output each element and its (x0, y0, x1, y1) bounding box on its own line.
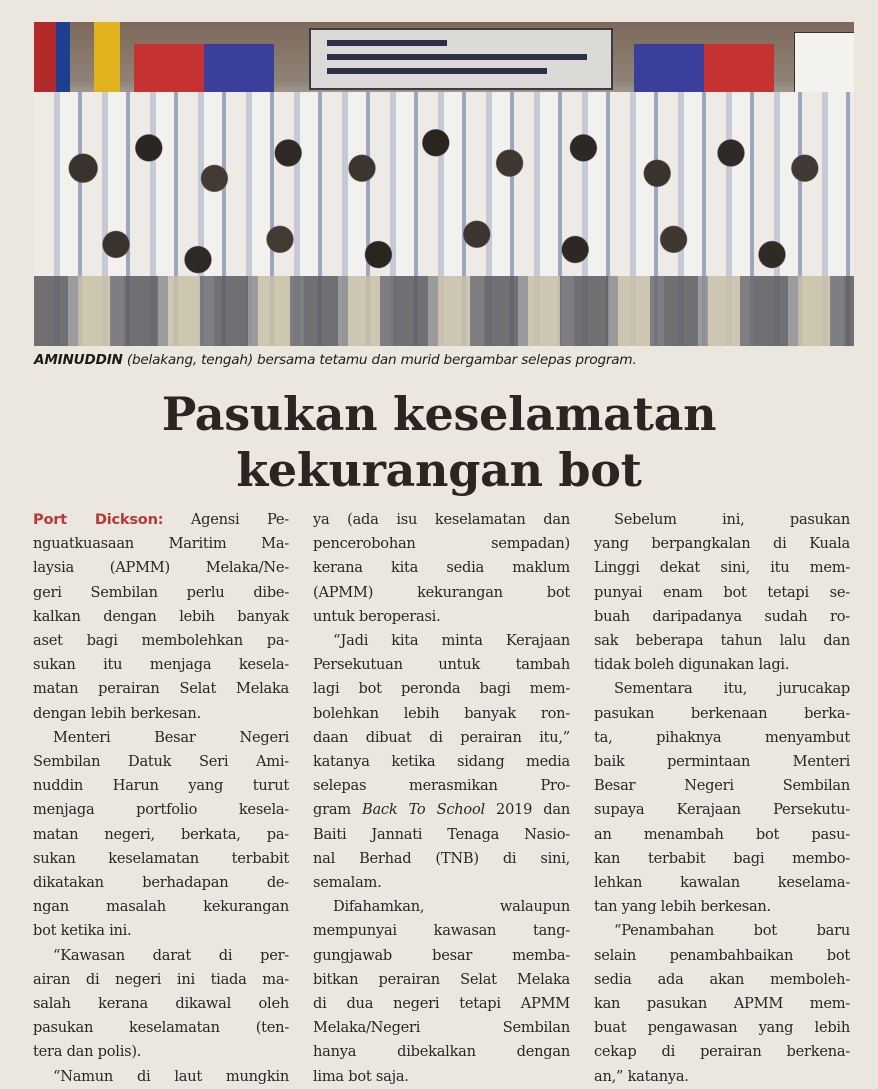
article-line: ta, pihaknya menyambut (594, 728, 850, 746)
article-line: geri Sembilan perlu dibe- (33, 583, 289, 601)
article-line: gram Back To School 2019 dan (313, 801, 570, 819)
caption-lead: AMINUDDIN (34, 352, 123, 368)
article-line: sukan itu menjaga kesela- (33, 656, 289, 674)
article-line: selain penambahbaikan bot (594, 946, 850, 964)
news-photo (34, 22, 854, 346)
article-line: sedia ada akan memboleh- (594, 970, 850, 988)
article-line: katanya ketika sidang media (313, 753, 570, 771)
article-line: untuk beroperasi. (313, 607, 441, 625)
article-line: punyai enam bot tetapi se- (594, 583, 850, 601)
article-line: menjaga portfolio kesela- (33, 801, 289, 819)
article-line: salah kerana dikawal oleh (33, 995, 289, 1013)
article-line: supaya Kerajaan Persekutu- (594, 801, 850, 819)
article-line: kan terbabit bagi membo- (594, 849, 850, 867)
article-line: daan dibuat di perairan itu,” (313, 728, 570, 746)
article-line: nuddin Harun yang turut (33, 777, 289, 795)
article-line: kan pasukan APMM mem- (594, 995, 850, 1013)
article-line: sak beberapa tahun lalu dan (594, 632, 850, 650)
article-line: buah daripadanya sudah ro- (594, 607, 850, 625)
article-line: nal Berhad (TNB) di sini, (313, 849, 570, 867)
article-line: bot ketika ini. (33, 922, 132, 940)
article-line: “Kawasan darat di per- (53, 946, 289, 964)
article-line: lehkan kawalan keselama- (594, 874, 850, 892)
article-line: semalam. (313, 874, 382, 892)
article-line: “Jadi kita minta Kerajaan (333, 632, 570, 650)
article-line: selepas merasmikan Pro- (313, 777, 570, 795)
headline-line-1: Pasukan keselamatan (161, 387, 717, 441)
article-line: pasukan berkenaan berka- (594, 704, 850, 722)
article-line: mempunyai kawasan tang- (313, 922, 570, 940)
article-column-1 (33, 508, 289, 1089)
article-line: an,” katanya. (594, 1067, 689, 1085)
article-line: airan di negeri ini tiada ma- (33, 970, 289, 988)
article-line: matan perairan Selat Melaka (33, 680, 289, 698)
italic-phrase: Back To School (362, 801, 485, 819)
article-line: nguatkuasaan Maritim Ma- (33, 535, 289, 553)
article-line: Sebelum ini, pasukan (614, 511, 850, 528)
article-line: lagi bot peronda bagi mem- (313, 680, 570, 698)
article-line: “Penambahan bot baru (614, 922, 850, 940)
article-line: buat pengawasan yang lebih (594, 1019, 850, 1037)
article-line: dengan lebih berkesan. (33, 704, 201, 722)
article-line: Port Dickson: Agensi Pe- (33, 511, 289, 528)
article-line: matan negeri, berkata, pa- (33, 825, 289, 843)
event-banner (309, 28, 613, 90)
article-column-2 (313, 508, 570, 1089)
article-line: gungjawab besar memba- (313, 946, 570, 964)
article-line: ya (ada isu keselamatan dan (313, 511, 570, 528)
caption-text: (belakang, tengah) bersama tetamu dan murid bergambar selepas program. (122, 352, 637, 368)
article-line: lima bot saja. (313, 1067, 409, 1085)
article-line: sukan keselamatan terbabit (33, 849, 289, 867)
article-line: pasukan keselamatan (ten- (33, 1019, 289, 1037)
school-bags (34, 276, 854, 346)
article-line: Melaka/Negeri Sembilan (313, 1019, 570, 1037)
article-line: ngan masalah kekurangan (33, 898, 289, 916)
article-line: aset bagi membolehkan pa- (33, 632, 289, 650)
article-line: cekap di perairan berkena- (594, 1043, 850, 1061)
article-line: yang berpangkalan di Kuala (594, 535, 850, 553)
article-line: kalkan dengan lebih banyak (33, 607, 289, 625)
article-line: pencerobohan sempadan) (313, 535, 570, 553)
article-line: di dua negeri tetapi APMM (313, 995, 570, 1013)
dateline: Port Dickson: (33, 511, 164, 528)
article-line: tera dan polis). (33, 1043, 142, 1061)
article-line: bolehkan lebih banyak ron- (313, 704, 570, 722)
article-line: Linggi dekat sini, itu mem- (594, 559, 850, 577)
article-line: “Namun di laut mungkin (53, 1067, 289, 1085)
article-line: laysia (APMM) Melaka/Ne- (33, 559, 289, 577)
article-line: Baiti Jannati Tenaga Nasio- (313, 825, 570, 843)
article-line: tidak boleh digunakan lagi. (594, 656, 790, 674)
article-line: kerana kita sedia maklum (313, 559, 570, 577)
article-line: Sembilan Datuk Seri Ami- (33, 753, 289, 771)
photo-caption (34, 352, 854, 368)
headline (0, 386, 878, 498)
article-line: Menteri Besar Negeri (53, 728, 289, 746)
article-line: Persekutuan untuk tambah (313, 656, 570, 674)
article-line: tan yang lebih berkesan. (594, 898, 771, 916)
article-line: bitkan perairan Selat Melaka (313, 970, 570, 988)
article-line: Sementara itu, jurucakap (614, 680, 850, 698)
article-line: baik permintaan Menteri (594, 753, 850, 771)
article-line: hanya dibekalkan dengan (313, 1043, 570, 1061)
article-line: (APMM) kekurangan bot (313, 583, 570, 601)
article-line: Difahamkan, walaupun (333, 898, 570, 916)
article-column-3 (594, 508, 850, 1089)
headline-line-2: kekurangan bot (236, 443, 642, 497)
article-line: dikatakan berhadapan de- (33, 874, 289, 892)
article-line: Besar Negeri Sembilan (594, 777, 850, 795)
article-line: an menambah bot pasu- (594, 825, 850, 843)
